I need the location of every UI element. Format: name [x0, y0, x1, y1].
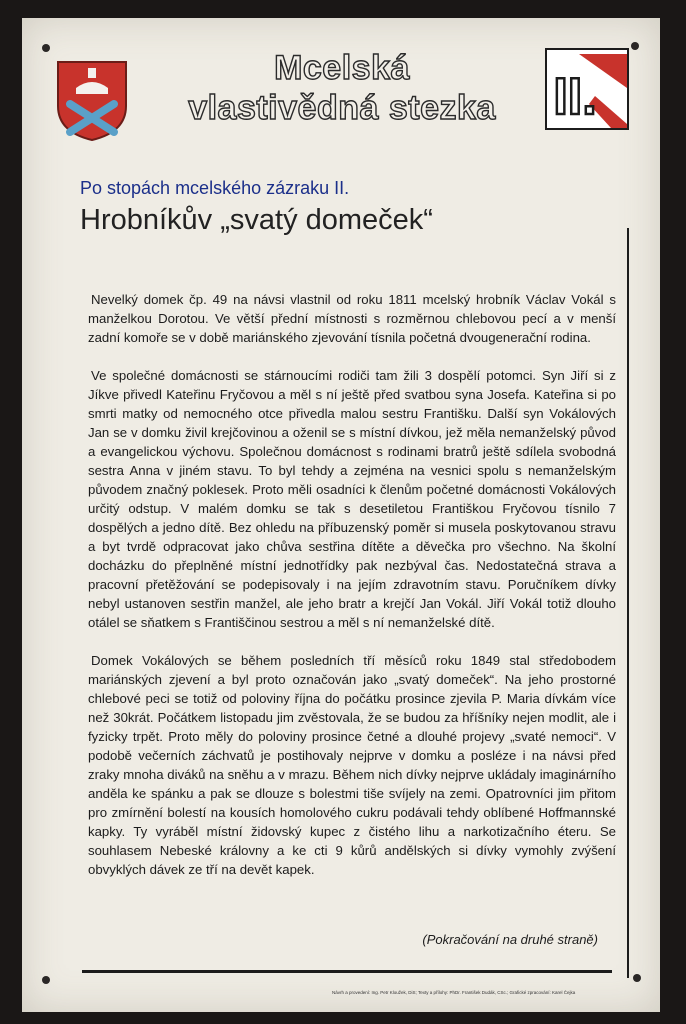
- vertical-rule: [627, 228, 629, 978]
- screw-icon: [42, 44, 50, 52]
- screw-icon: [633, 974, 641, 982]
- paragraph: Domek Vokálových se během posledních tří měsíců roku 1849 stal středobodem mariánských zjevení a byl proto označován jako „svatý domeček“. Na jeho prostorné chlebové peci se totiž od poloviny října do počátku prosince zjevila P. Maria dívkám více než 30krát. Počátkem listopadu jim zvěstovala, že se budou za hříšníky nejen modlit, ale i fyzicky trpět. Proto měly do poloviny prosince četné a dlouhé projevy „svaté nemoci“. V podobě večerních záchvatů je postihovaly nejprve v domku a posléze i na návsi před zraky mnoha diváků na sněhu a v mrazu. Během nich dívky nejprve ukládaly imaginárního anděla ke spánku a pak se dlouze s bolestmi tiše svíjely na zemi. Opatrovníci jim přitom pro zmírnění bolestí na kousích homolového cukru podávali tehdy oblíbené Hoffmannské kapky. Ty vyráběl místní židovský kupec z čistého lihu a narkotizačního éteru. Se souhlasem Nebeské královny a ke cti 9 kůrů andělských si dívky vymohly zvýšení obvyklých dávek ze tří na devět kapek.: [88, 653, 616, 877]
- information-board: [22, 18, 660, 1012]
- title-line-2: vlastivědná stezka: [188, 89, 496, 127]
- coat-of-arms-icon: [54, 58, 130, 142]
- paragraph: Ve společné domácnosti se stárnoucími rodiči tam žili 3 dospělí potomci. Syn Jiří si z Jíkve přivedl Kateřinu Fryčovou a měl s ní ještě před svatbou syna Josefa. Kateřina si po smrti matky od nemocného otce přivedla malou sestru Františku. Další syn Vokálových Jan se v domku živil krejčovinou a oženil se s místní dívkou, jež měla nemanželský původ a evangelickou výchovu. Společnou domácnost s rodinami bratrů ještě sdílela svobodná sestra Anna v jiném stavu. To byl tehdy a zejména na vesnici spolu s nemanželským původem značný poklesek. Proto měli osadníci k členům početné domácnosti Vokálových určitý odstup. V malém domku se tak s desetiletou Františkou Fryčovou tísnilo 7 dospělých a jedno dítě. Bez ohledu na příbuzenský poměr si musela poskytovanou stravu a byt tvrdě odpracovat jako chůva sestřina dítěte a děvečka pro všechno. Na školní docházku do přeplněné místní jednotřídky pak nezbýval čas. Nedostatečná strava a pracovní přetěžování se podepisovaly i na jejím zdravotním stavu. Poručníkem dívky nebyl ustanoven sestřin manžel, ale jeho bratr a krejčí Jan Vokál. Jiří Vokál totiž dlouho otálel se sňatkem s Františčinou sestrou a měl s ní nemanželské dítě.: [88, 368, 616, 630]
- page-title: Hrobníkův „svatý domeček“: [80, 204, 433, 236]
- body-text: [88, 290, 616, 898]
- stop-number-emblem: [545, 48, 629, 130]
- screw-icon: [631, 42, 639, 50]
- roman-numeral: II.: [553, 68, 597, 126]
- board-title: [142, 48, 542, 128]
- paragraph: Nevelký domek čp. 49 na návsi vlastnil od roku 1811 mcelský hrobník Václav Vokál s manželkou Dorotou. Ve větší přední místnosti s rozměrnou chlebovou pecí a v menší zadní komoře se v době mariánského zjevování tísnila početná dvougenerační rodina.: [88, 292, 616, 345]
- credits: Návrh a provedení: Ing. Petr Kloužek, DiS; Texty a přílohy: PhDr. František Dudák, CSc.; Grafické zpracování: Karel Čejka: [332, 990, 576, 995]
- title-line-1: Mcelská: [274, 49, 410, 87]
- continuation-note: (Pokračování na druhé straně): [422, 932, 598, 947]
- subtitle: Po stopách mcelského zázraku II.: [80, 178, 350, 198]
- bottom-rule: [82, 970, 612, 973]
- screw-icon: [42, 976, 50, 984]
